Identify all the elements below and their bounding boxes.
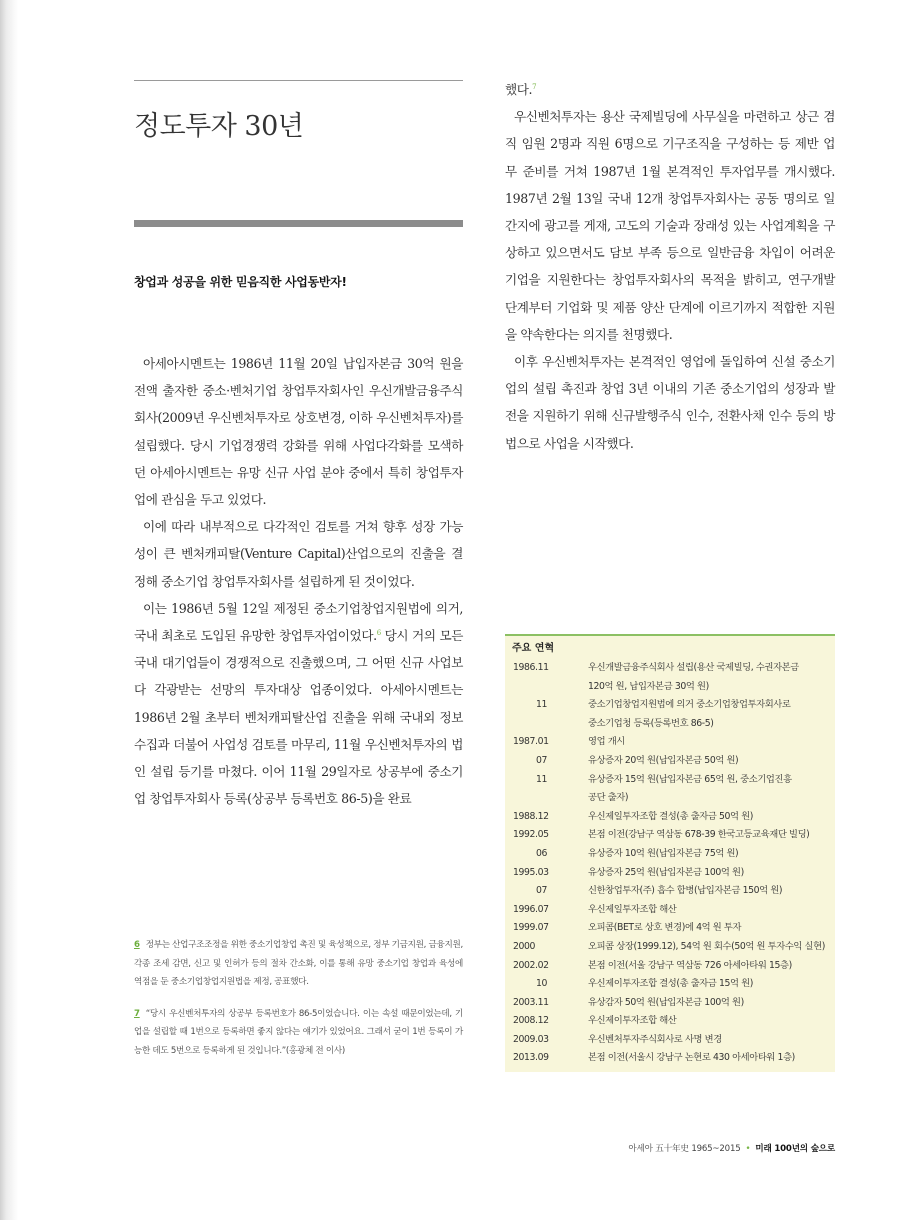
timeline-date bbox=[509, 678, 588, 697]
timeline-event: 공단 출자) bbox=[588, 792, 629, 804]
timeline-row bbox=[509, 994, 829, 1013]
timeline-date: 1995.03 bbox=[513, 866, 549, 878]
timeline-row bbox=[509, 975, 829, 994]
timeline-event: 본점 이전(서울시 강남구 논현로 430 아세아타워 1층) bbox=[588, 1052, 795, 1064]
page-gutter-shadow bbox=[0, 0, 18, 1220]
timeline-date bbox=[509, 789, 588, 808]
timeline-row bbox=[509, 696, 829, 715]
paragraph-text: 이후 우신벤처투자는 본격적인 영업에 돌입하여 신설 중소기업의 설립 촉진과 창업 3년 이내의 기존 중소기업의 성장과 발전을 지원하기 위해 신규발행주식 인수, 전환사채 인수 등의 방법으로 사업을 시작했다. bbox=[505, 354, 835, 451]
timeline-row bbox=[509, 1049, 829, 1068]
timeline-date: 2009.03 bbox=[513, 1033, 549, 1045]
timeline-event: 우신제이투자조합 결성(총 출자금 15억 원) bbox=[588, 978, 753, 990]
timeline-date: 2003.11 bbox=[513, 996, 549, 1008]
body-paragraph bbox=[505, 76, 835, 103]
page-footer bbox=[628, 1142, 835, 1154]
timeline-date: 1988.12 bbox=[513, 810, 549, 822]
body-paragraph bbox=[134, 350, 463, 513]
timeline-event: 영업 개시 bbox=[588, 736, 625, 748]
timeline-row bbox=[509, 957, 829, 976]
footnote-ref[interactable]: 6 bbox=[376, 628, 381, 637]
timeline-row bbox=[509, 659, 829, 678]
timeline-event: 중소기업창업지원법에 의거 중소기업창업투자회사로 bbox=[588, 699, 791, 711]
timeline-list bbox=[509, 659, 829, 1068]
timeline-date: 2013.09 bbox=[513, 1052, 549, 1064]
timeline-date: 1987.01 bbox=[513, 736, 549, 748]
timeline-event: 우신개발금융주식회사 설립(용산 국제빌딩, 수권자본금 bbox=[588, 662, 799, 673]
footnote-number: 7 bbox=[134, 1008, 140, 1019]
paragraph-text-continued: 당시 거의 모든 국내 대기업들이 경쟁적으로 진출했으며, 그 어떤 신규 사업보다 각광받는 선망의 투자대상 업종이었다. 아세아시멘트는 1986년 2월 초부터 벤처캐피탈산업 진출을 위해 국내외 정보 수집과 더불어 사업성 검토를 마무리, 11월 우신벤처투자의 법인 설립 등기를 마쳤다. 이어 11월 29일자로 상공부에 중소기업 창업투자회사 등록(상공부 등록번호 86-5)을 완료 bbox=[134, 628, 463, 807]
timeline-row bbox=[509, 882, 829, 901]
timeline-event: 오피콤(BET로 상호 변경)에 4억 원 투자 bbox=[588, 922, 742, 934]
footnote bbox=[134, 936, 463, 992]
timeline-event: 신한창업투자(주) 흡수 합병(납입자본금 150억 원) bbox=[588, 885, 783, 897]
paragraph-text: 우신벤처투자는 용산 국제빌딩에 사무실을 마련하고 상근 겸직 임원 2명과 직원 6명으로 기구조직을 구성하는 등 제반 업무 준비를 거쳐 1987년 1월 본격적인 투자업무를 개시했다. 1987년 2월 13일 국내 12개 창업투자회사는 공동 명의로 일간지에 광고를 게재, 고도의 기술과 장래성 있는 사업계획을 구상하고 있으면서도 담보 부족 등으로 일반금융 차입이 어려운 기업을 지원한다는 창업투자회사의 목적을 밝히고, 연구개발 단계부터 기업화 및 제품 양산 단계에 이르기까지 적합한 지원을 약속한다는 의지를 천명했다. bbox=[505, 109, 835, 342]
body-paragraph bbox=[505, 103, 835, 348]
history-timeline-box bbox=[505, 634, 835, 1072]
body-column-right bbox=[505, 76, 835, 457]
section-subheading: 창업과 성공을 위한 믿음직한 사업동반자! bbox=[134, 275, 347, 289]
timeline-event: 우신제일투자조합 해산 bbox=[588, 903, 677, 915]
body-paragraph bbox=[505, 348, 835, 457]
timeline-date: 11 bbox=[536, 773, 548, 785]
timeline-row bbox=[509, 826, 829, 845]
footnote-number: 6 bbox=[134, 940, 140, 950]
timeline-event: 유상증자 20억 원(납입자본금 50억 원) bbox=[588, 754, 739, 766]
footer-separator: • bbox=[745, 1144, 751, 1154]
footnote-text: 정부는 산업구조조정을 위한 중소기업창업 촉진 및 육성책으로, 정부 기금지원, 금융지원, 각종 조세 감면, 신고 및 인허가 등의 절차 간소화, 이를 통해 유망 중소기업 창업과 육성에 역점을 둔 중소기업창업지원법을 제정, 공표했다. bbox=[134, 940, 463, 987]
timeline-date: 1996.07 bbox=[513, 903, 549, 915]
timeline-date: 07 bbox=[536, 885, 548, 897]
paragraph-text: 이에 따라 내부적으로 다각적인 검토를 거쳐 향후 성장 가능성이 큰 벤처캐피탈(Venture Capital)산업으로의 진출을 결정해 중소기업 창업투자회사를 설립하게 된 것이었다. bbox=[134, 519, 463, 589]
paragraph-text: 아세아시멘트는 1986년 11월 20일 납입자본금 30억 원을 전액 출자한 중소·벤처기업 창업투자회사인 우신개발금융주식회사(2009년 우신벤처투자로 상호변경, 이하 우신벤처투자)를 설립했다. 당시 기업경쟁력 강화를 위해 사업다각화를 모색하던 아세아시멘트는 유망 신규 사업 분야 중에서 특히 창업투자업에 관심을 두고 있었다. bbox=[134, 356, 463, 508]
timeline-event: 본점 이전(서울 강남구 역삼동 726 아세아타워 15층) bbox=[588, 959, 792, 971]
timeline-title: 주요 연혁 bbox=[512, 643, 555, 654]
timeline-event: 120억 원, 납입자본금 30억 원) bbox=[588, 680, 709, 692]
paragraph-text: 이는 1986년 5월 12일 제정된 중소기업창업지원법에 의거, 국내 최초로 도입된 유망한 창업투자업이었다. bbox=[134, 600, 463, 644]
footer-section-title: 미래 100년의 숲으로 bbox=[755, 1144, 835, 1154]
footnote-ref[interactable]: 7 bbox=[532, 82, 537, 91]
timeline-date: 1986.11 bbox=[513, 662, 549, 673]
timeline-date: 1992.05 bbox=[513, 829, 549, 841]
body-paragraph bbox=[134, 513, 463, 595]
timeline-row bbox=[509, 771, 829, 790]
timeline-event: 유상증자 15억 원(납입자본금 65억 원, 중소기업진흥 bbox=[588, 773, 792, 785]
timeline-date: 10 bbox=[536, 978, 548, 990]
timeline-event: 우신제일투자조합 결성(총 출자금 50억 원) bbox=[588, 810, 753, 822]
timeline-row bbox=[509, 715, 829, 734]
timeline-event: 본점 이전(강남구 역삼동 678-39 한국고등교육재단 빌딩) bbox=[588, 829, 810, 841]
timeline-event: 중소기업청 등록(등록번호 86-5) bbox=[588, 717, 714, 729]
footnote-text: “당시 우신벤처투자의 상공부 등록번호가 86-5이었습니다. 이는 속설 때문이었는데, 기업을 설립할 때 1번으로 등록하면 좋지 않다는 얘기가 있었어요. 그래서 굳이 1번 등록이 가능한 데도 5번으로 등록하게 된 것입니다.”(홍광체 전 이사) bbox=[134, 1008, 463, 1056]
title-bar-divider bbox=[134, 220, 463, 227]
timeline-date: 07 bbox=[536, 754, 548, 766]
timeline-date: 2000 bbox=[513, 940, 536, 952]
timeline-date: 06 bbox=[536, 847, 548, 859]
footnotes bbox=[134, 936, 463, 1060]
paragraph-text: 했다. bbox=[505, 82, 533, 97]
top-divider bbox=[134, 80, 463, 81]
timeline-date: 2002.02 bbox=[513, 959, 549, 971]
timeline-row bbox=[509, 901, 829, 920]
chapter-title: 정도투자 30년 bbox=[134, 111, 304, 142]
body-paragraph bbox=[134, 595, 463, 813]
timeline-date: 1999.07 bbox=[513, 922, 549, 934]
timeline-date bbox=[509, 715, 588, 734]
timeline-row bbox=[509, 678, 829, 697]
body-column-left bbox=[134, 350, 463, 812]
footnote bbox=[134, 1005, 463, 1061]
timeline-event: 유상증자 10억 원(납입자본금 75억 원) bbox=[588, 847, 739, 859]
timeline-row bbox=[509, 733, 829, 752]
timeline-event: 우신제이투자조합 해산 bbox=[588, 1015, 677, 1027]
timeline-row bbox=[509, 808, 829, 827]
timeline-row bbox=[509, 864, 829, 883]
timeline-row bbox=[509, 752, 829, 771]
timeline-row bbox=[509, 919, 829, 938]
timeline-event: 유상감자 50억 원(납입자본금 100억 원) bbox=[588, 996, 744, 1008]
timeline-event: 우신벤처투자주식회사로 사명 변경 bbox=[588, 1033, 722, 1045]
timeline-row bbox=[509, 1012, 829, 1031]
timeline-date: 11 bbox=[536, 699, 548, 711]
timeline-event: 오피콤 상장(1999.12), 54억 원 회수(50억 원 투자수익 실현) bbox=[588, 940, 825, 952]
timeline-row bbox=[509, 845, 829, 864]
footer-book-title: 아세아 五十年史 1965~2015 bbox=[628, 1144, 741, 1154]
timeline-date: 2008.12 bbox=[513, 1015, 549, 1027]
timeline-row bbox=[509, 789, 829, 808]
timeline-row bbox=[509, 1031, 829, 1050]
timeline-event: 유상증자 25억 원(납입자본금 100억 원) bbox=[588, 866, 744, 878]
timeline-row bbox=[509, 938, 829, 957]
